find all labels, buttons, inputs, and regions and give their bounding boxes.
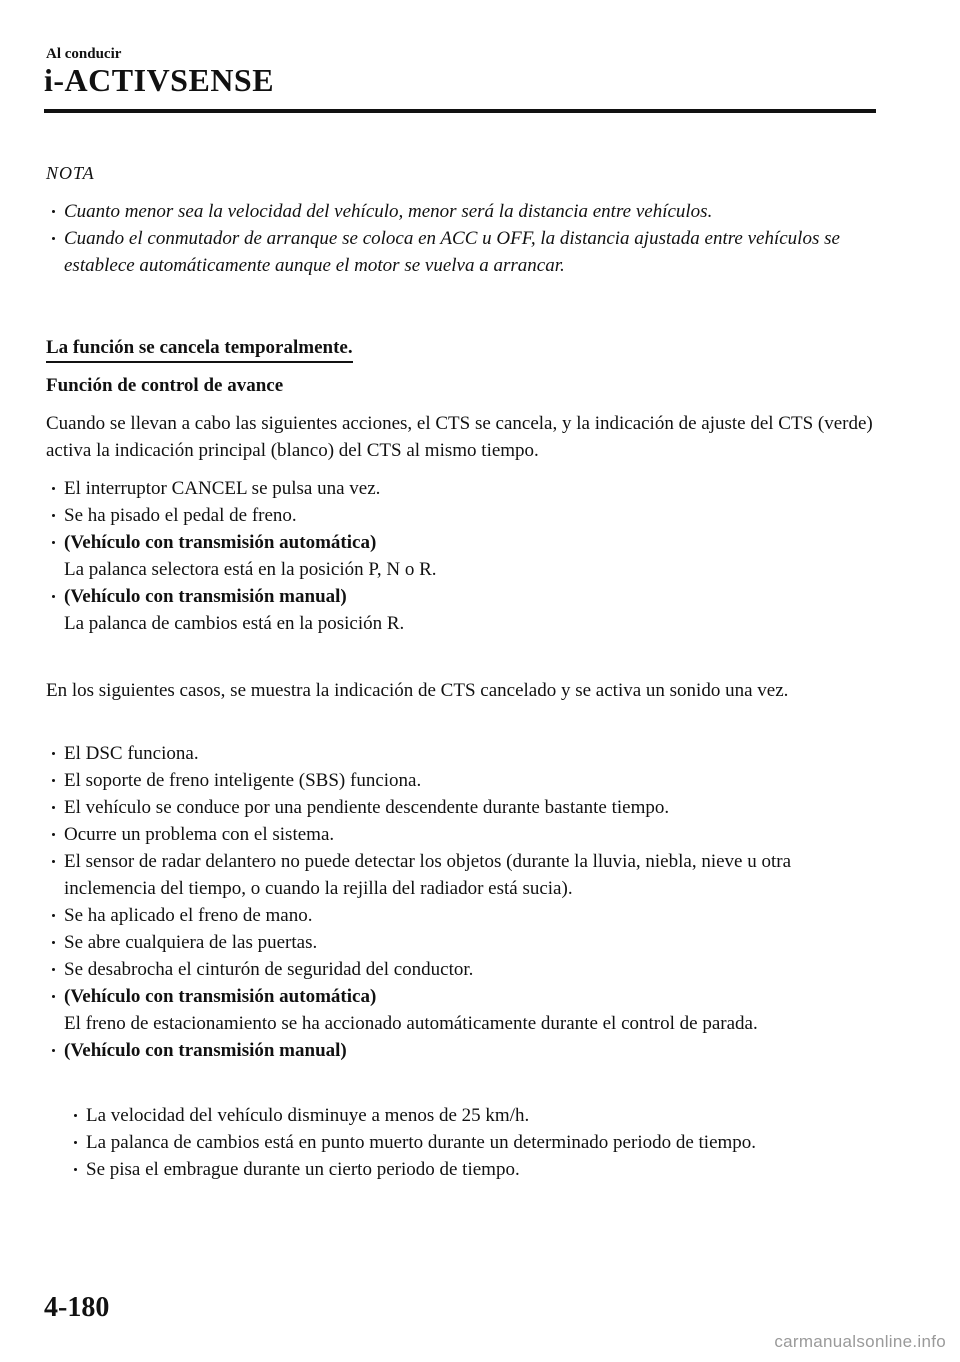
header-divider <box>44 109 876 113</box>
bullet-icon <box>52 779 55 782</box>
list-item-text: El interruptor CANCEL se pulsa una vez. <box>64 478 381 499</box>
list-item <box>46 767 880 794</box>
note-list <box>46 198 876 279</box>
note-item-text: Cuando el conmutador de arranque se coloca en ACC u OFF, la distancia ajustada entre vehículos se establece automáticamente aunque el motor se vuelva a arrancar. <box>64 228 840 276</box>
list-item-text: Ocurre un problema con el sistema. <box>64 824 335 845</box>
list-item-text: Se pisa el embrague durante un cierto periodo de tiempo. <box>86 1159 520 1180</box>
bullet-icon <box>52 752 55 755</box>
list-item-text: Se ha pisado el pedal de freno. <box>64 505 297 526</box>
list-item <box>46 902 880 929</box>
bullet-icon <box>52 860 55 863</box>
bullet-icon <box>52 514 55 517</box>
list-item-text: Se desabrocha el cinturón de seguridad del conductor. <box>64 959 474 980</box>
bullet-icon <box>52 595 55 598</box>
note-item-text: Cuanto menor sea la velocidad del vehículo, menor será la distancia entre vehículos. <box>64 201 713 222</box>
list-item <box>46 956 880 983</box>
bullet-icon <box>52 210 55 213</box>
list-item-text: La velocidad del vehículo disminuye a menos de 25 km/h. <box>86 1105 530 1126</box>
note-item <box>46 225 876 279</box>
list-item-title: (Vehículo con transmisión automática) <box>64 986 377 1007</box>
bullet-icon <box>52 806 55 809</box>
bullet-icon <box>52 487 55 490</box>
intro-paragraph: Cuando se llevan a cabo las siguientes acciones, el CTS se cancela, y la indicación de ajuste del CTS (verde) activa la indicación principal (blanco) del CTS al mismo tiempo. <box>46 413 873 461</box>
list-item-text: Se ha aplicado el freno de mano. <box>64 905 313 926</box>
list-item <box>46 529 880 583</box>
bullet-icon <box>52 995 55 998</box>
bullet-icon <box>74 1114 77 1117</box>
bullet-icon <box>74 1168 77 1171</box>
note-heading: NOTA <box>46 163 95 183</box>
list-item <box>68 1102 888 1129</box>
list-item-text: El sensor de radar delantero no puede detectar los objetos (durante la lluvia, niebla, nieve u otra inclemencia del tiempo, o cuando la rejilla del radiador está sucia). <box>64 851 792 899</box>
bullet-icon <box>52 941 55 944</box>
list-item-text: El DSC funciona. <box>64 743 199 764</box>
manual-case-list <box>68 1102 888 1183</box>
cancel-case-list <box>46 740 880 1064</box>
list-item <box>46 794 880 821</box>
bullet-icon <box>52 968 55 971</box>
action-list <box>46 475 880 637</box>
bullet-icon <box>52 914 55 917</box>
list-item-text: Se abre cualquiera de las puertas. <box>64 932 318 953</box>
list-item-text: La palanca de cambios está en punto muerto durante un determinado periodo de tiempo. <box>86 1132 757 1153</box>
list-item <box>46 475 880 502</box>
cancel-paragraph: En los siguientes casos, se muestra la indicación de CTS cancelado y se activa un sonido una vez. <box>46 680 789 701</box>
list-item-text: El freno de estacionamiento se ha accionado automáticamente durante el control de parada. <box>64 1013 758 1034</box>
list-item-title: (Vehículo con transmisión automática) <box>64 532 377 553</box>
bullet-icon <box>52 237 55 240</box>
list-item <box>46 502 880 529</box>
note-item <box>46 198 876 225</box>
list-item <box>68 1129 888 1156</box>
page-number: 4-180 <box>44 1292 110 1323</box>
bullet-icon <box>74 1141 77 1144</box>
bullet-icon <box>52 1049 55 1052</box>
bullet-icon <box>52 833 55 836</box>
section-label: Al conducir <box>46 46 122 62</box>
section-heading: La función se cancela temporalmente. <box>46 334 353 363</box>
list-item <box>46 1037 880 1064</box>
watermark: carmanualsonline.info <box>774 1332 946 1351</box>
list-item <box>46 848 880 902</box>
list-item-title: (Vehículo con transmisión manual) <box>64 1040 347 1061</box>
list-item <box>46 583 880 637</box>
list-item-text: La palanca de cambios está en la posición R. <box>64 613 405 634</box>
list-item <box>46 821 880 848</box>
list-item-text: El soporte de freno inteligente (SBS) funciona. <box>64 770 422 791</box>
list-item <box>46 929 880 956</box>
list-item-text: La palanca selectora está en la posición P, N o R. <box>64 559 437 580</box>
list-item <box>46 740 880 767</box>
list-item <box>68 1156 888 1183</box>
bullet-icon <box>52 541 55 544</box>
function-heading: Función de control de avance <box>46 375 284 396</box>
list-item <box>46 983 880 1037</box>
list-item-text: El vehículo se conduce por una pendiente descendente durante bastante tiempo. <box>64 797 670 818</box>
chapter-title: i-ACTIVSENSE <box>44 62 275 98</box>
list-item-title: (Vehículo con transmisión manual) <box>64 586 347 607</box>
